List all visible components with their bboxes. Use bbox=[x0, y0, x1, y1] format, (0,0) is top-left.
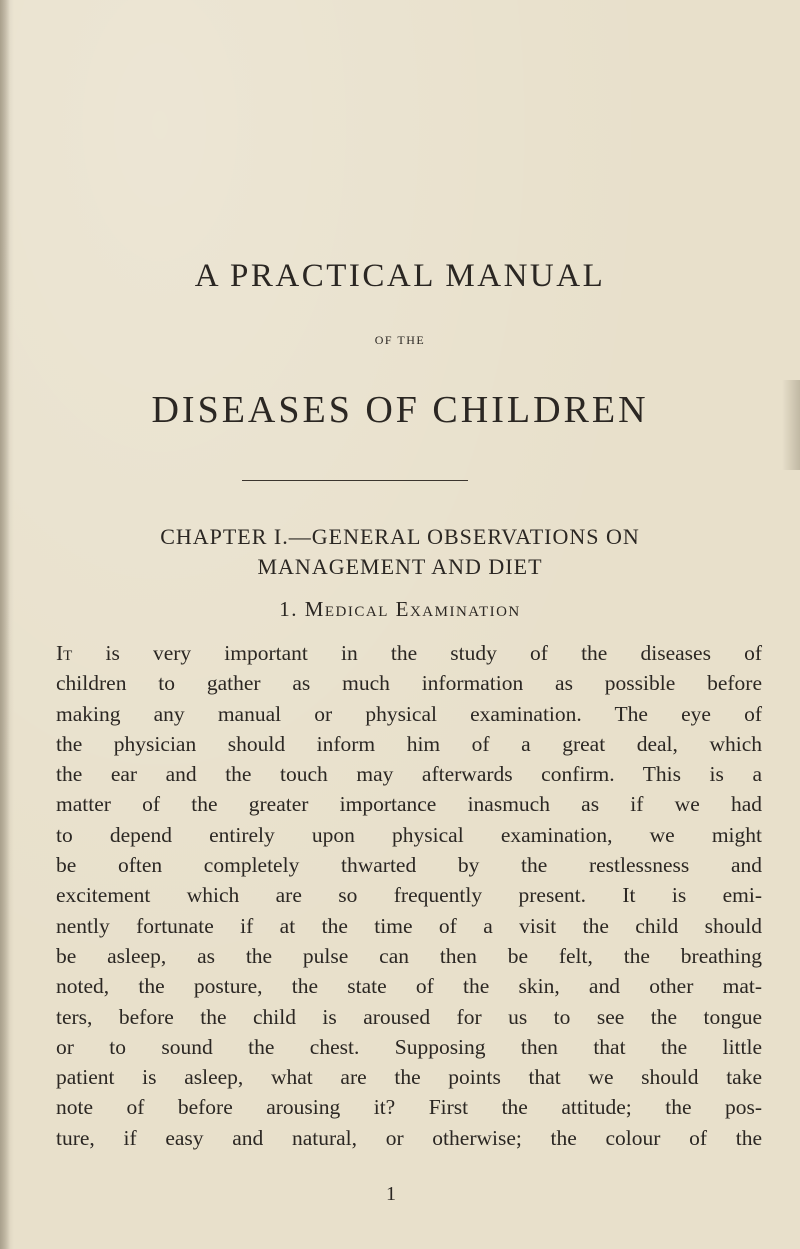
section-heading bbox=[0, 597, 800, 622]
body-line: be often completely thwarted by the restlessness and bbox=[56, 853, 762, 878]
section-number: 1. bbox=[279, 597, 298, 621]
body-line: the ear and the touch may afterwards confirm. This is a bbox=[56, 762, 762, 787]
body-line: It is very important in the study of the diseases of bbox=[56, 641, 762, 665]
page-number: 1 bbox=[386, 1183, 396, 1205]
chapter-heading-line-2: MANAGEMENT AND DIET bbox=[257, 554, 543, 579]
body-line: making any manual or physical examination. The eye of bbox=[56, 701, 762, 726]
body-line: excitement which are so frequently present. It is emi- bbox=[56, 883, 762, 908]
body-line: patient is asleep, what are the points that we should take bbox=[56, 1065, 762, 1090]
book-subtitle: DISEASES OF CHILDREN bbox=[151, 389, 649, 431]
binding-shadow bbox=[0, 0, 10, 1249]
body-line: matter of the greater importance inasmuch as if we had bbox=[56, 792, 762, 817]
body-line: be asleep, as the pulse can then be felt, the breathing bbox=[56, 943, 762, 968]
book-title: A PRACTICAL MANUAL bbox=[194, 258, 606, 294]
chapter-heading bbox=[40, 522, 760, 582]
chapter-heading-line-1: CHAPTER I.—GENERAL OBSERVATIONS ON bbox=[160, 524, 640, 549]
title-rule bbox=[242, 480, 468, 481]
title-connector: OF THE bbox=[374, 333, 426, 347]
body-line: ture, if easy and natural, or otherwise; the colour of the bbox=[56, 1125, 762, 1150]
body-line: children to gather as much information as possible before bbox=[56, 671, 762, 696]
lead-word: It bbox=[56, 641, 73, 665]
body-line: nently fortunate if at the time of a visit the child should bbox=[56, 913, 762, 938]
body-line: noted, the posture, the state of the skin, and other mat- bbox=[56, 974, 762, 999]
body-line: the physician should inform him of a great deal, which bbox=[56, 731, 762, 756]
body-line: to depend entirely upon physical examination, we might bbox=[56, 822, 762, 847]
body-line: note of before arousing it? First the attitude; the pos- bbox=[56, 1095, 762, 1120]
body-line: ters, before the child is aroused for us to see the tongue bbox=[56, 1004, 762, 1029]
body-paragraph bbox=[56, 638, 762, 1153]
section-title: Medical Examination bbox=[304, 597, 521, 621]
body-line: or to sound the chest. Supposing then that the little bbox=[56, 1034, 762, 1059]
